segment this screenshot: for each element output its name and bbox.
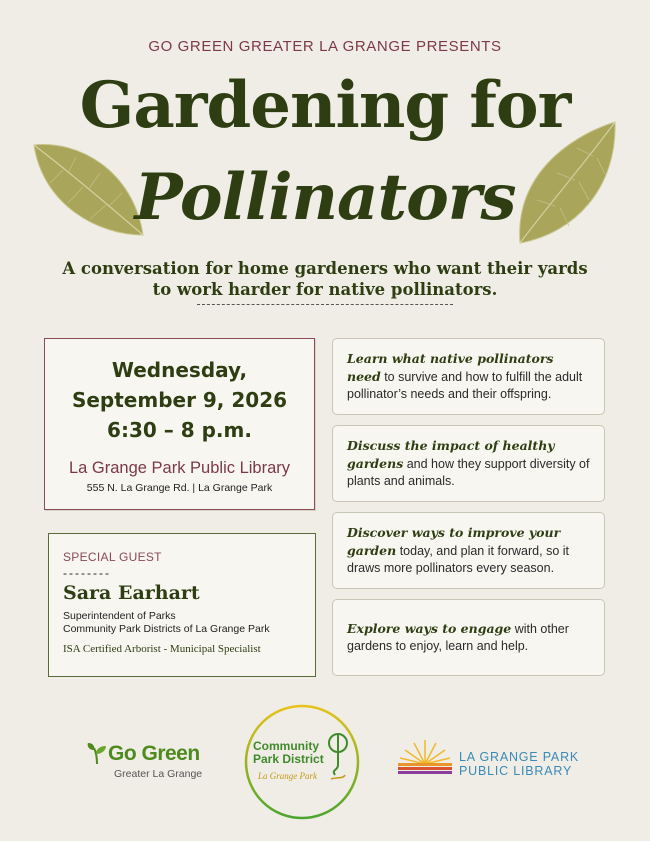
library-line-2: PUBLIC LIBRARY [459, 764, 573, 778]
go-green-name: Go Green [108, 742, 200, 765]
topic-card-1-lead: Learn what native pollinators need [347, 351, 554, 384]
topic-card-1-text: to survive and how to fulfill the adult pollinator’s needs and their offspring. [347, 370, 583, 401]
event-date: September 9, 2026 [71, 388, 288, 412]
topic-card-2-text: and how they support diversity of plants and animals. [347, 457, 590, 488]
topic-card-3-text: today, and plan it forward, so it draws more pollinators every season. [347, 544, 569, 575]
topic-card-2-lead: Discuss the impact of healthy gardens [347, 438, 555, 471]
go-green-tagline: Greater La Grange [114, 768, 203, 780]
topic-card-3-lead: Discover ways to improve your garden [347, 525, 561, 558]
topic-card-4-text: with other gardens to enjoy, learn and help. [347, 622, 569, 653]
guest-role-title: Superintendent of Parks [63, 610, 176, 622]
event-box [44, 338, 315, 510]
topic-card-4-lead: Explore ways to engage [347, 621, 512, 636]
park-district-name [253, 740, 333, 766]
guest-certification: ISA Certified Arborist - Municipal Specialist [63, 643, 261, 655]
guest-name: Sara Earhart [63, 582, 200, 604]
subtitle: A conversation for home gardeners who want their yards to work harder for native pollinators. [62, 259, 588, 299]
library-line-1: LA GRANGE PARK [459, 750, 580, 764]
guest-box [48, 533, 316, 677]
park-district-line-2: Park District [253, 752, 324, 766]
title-line-2: Pollinators [134, 160, 516, 235]
sunrise-icon [396, 738, 454, 778]
topic-card-1 [332, 338, 605, 415]
topic-card-3 [332, 512, 605, 589]
guest-dashes: -------- [63, 566, 111, 580]
park-district-script: La Grange Park [258, 771, 317, 781]
presents-line: GO GREEN GREATER LA GRANGE PRESENTS [148, 38, 502, 55]
dashed-divider [197, 304, 453, 305]
topic-card-4 [332, 599, 605, 676]
event-venue: La Grange Park Public Library [68, 459, 291, 477]
event-time: 6:30 – 8 p.m. [107, 418, 252, 442]
title-line-1: Gardening for [79, 68, 571, 143]
sprout-icon [86, 742, 108, 766]
library-name [459, 750, 579, 778]
guest-role-org: Community Park Districts of La Grange Park [63, 623, 270, 635]
guest-label: SPECIAL GUEST [63, 550, 162, 564]
topic-card-2 [332, 425, 605, 502]
park-district-line-1: Community [253, 739, 319, 753]
go-green-logo [86, 742, 216, 782]
event-address: 555 N. La Grange Rd. | La Grange Park [86, 482, 273, 494]
event-day: Wednesday, [111, 358, 248, 382]
